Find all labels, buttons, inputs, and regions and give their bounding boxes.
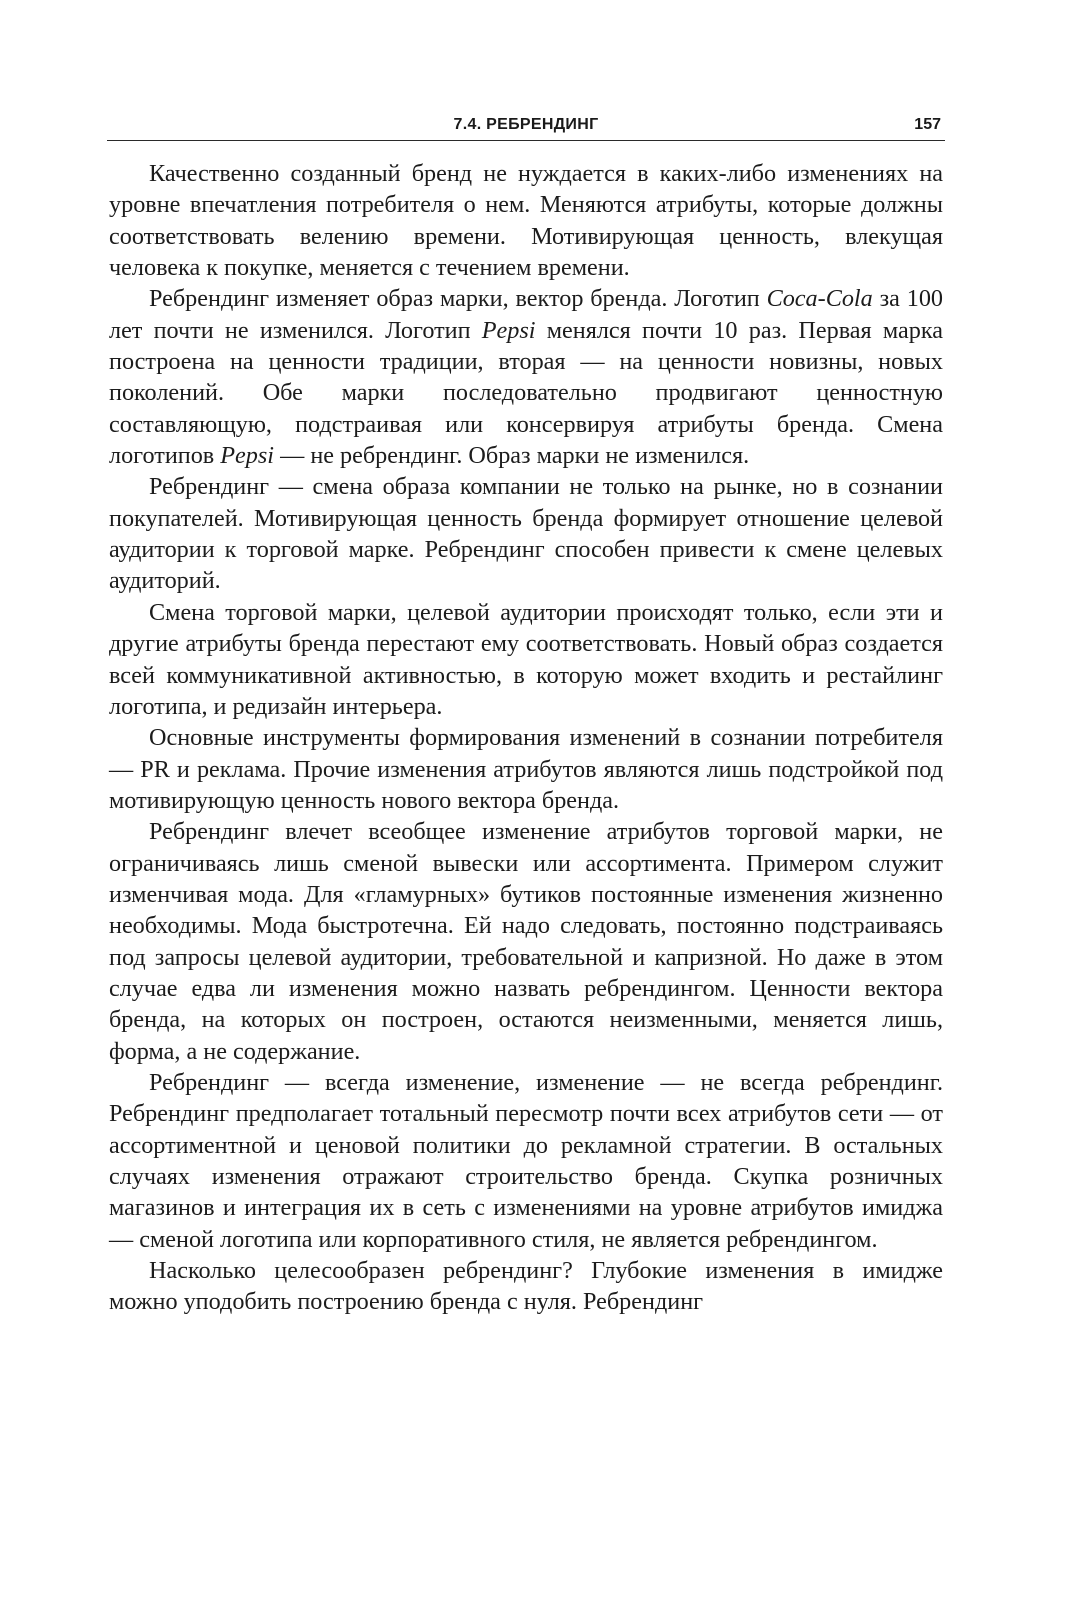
text-run: Ребрендинг влечет всеобщее изменение атрибутов торговой марки, не ограничиваясь лишь сменой вывески или ассортимента. Примером служит изменчивая мода. Для «гламурных» бутиков постоянные изменения жизненно необходимы. Мода быстротечна. Ей надо следовать, постоянно подстраиваясь под запросы целевой аудитории, требовательной и капризной. Но даже в этом случае едва ли изменения можно назвать ребрендингом. Ценности вектора бренда, на которых он построен, остаются неизменными, меняется лишь, форма, а не содержание. bbox=[109, 818, 943, 1065]
paragraph bbox=[109, 471, 943, 596]
text-run: Ребрендинг — всегда изменение, изменение — не всегда ребрендинг. Ребрендинг предполагает тотальный пересмотр почти всех атрибутов сети — от ассортиментной и ценовой политики до рекламной стратегии. В остальных случаях изменения отражают строительство бренда. Скупка розничных магазинов и интеграция их в сеть с изменениями на уровне атрибутов имиджа — сменой логотипа или корпоративного стиля, не является ребрендингом. bbox=[109, 1068, 943, 1253]
paragraph bbox=[109, 597, 943, 722]
paragraph bbox=[109, 722, 943, 816]
text-run: Качественно созданный бренд не нуждается в каких-либо изменениях на уровне впечатления потребителя о нем. Меняются атрибуты, которые должны соответствовать велению времени. Мотивирующая ценность, влекущая человека к покупке, меняется с течением времени. bbox=[109, 160, 943, 282]
text-run: Насколько целесообразен ребрендинг? Глубокие изменения в имидже можно уподобить построению бренда с нуля. Ребрендинг bbox=[109, 1257, 943, 1316]
brand-name-italic: Coca-Cola bbox=[766, 285, 873, 313]
text-run: Ребрендинг изменяет образ марки, вектор бренда. Логотип bbox=[149, 285, 767, 313]
text-run: Ребрендинг — смена образа компании не только на рынке, но в сознании покупателей. Мотивирующая ценность бренда формирует отношение целевой аудитории к торговой марке. Ребрендинг способен привести к смене целевых аудиторий. bbox=[109, 473, 943, 595]
paragraph bbox=[109, 283, 943, 471]
page-number: 157 bbox=[914, 116, 941, 133]
body-text bbox=[109, 158, 943, 1318]
paragraph bbox=[109, 1067, 943, 1255]
text-run: — не ребрендинг. Образ марки не изменился. bbox=[274, 442, 750, 470]
paragraph bbox=[109, 816, 943, 1067]
text-run: менялся почти 10 раз. Первая марка построена на ценности традиции, вторая — на ценности новизны, новых поколений. Обе марки последовательно продвигают ценностную составляющую, подстраивая или консервируя атрибуты бренда. Смена логотипов bbox=[109, 316, 943, 470]
text-run: Основные инструменты формирования изменений в сознании потребителя — PR и реклама. Прочие изменения атрибутов являются лишь подстройкой под мотивирующую ценность нового вектора бренда. bbox=[109, 724, 943, 814]
paragraph bbox=[109, 158, 943, 283]
text-run: за 100 лет почти не изменился. Логотип bbox=[109, 285, 944, 344]
brand-name-italic: Pepsi bbox=[220, 442, 275, 470]
running-head bbox=[107, 110, 945, 141]
brand-name-italic: Pepsi bbox=[481, 316, 536, 344]
text-run: Смена торговой марки, целевой аудитории происходят только, если эти и другие атрибуты бренда перестают ему соответствовать. Новый образ создается всей коммуникативной активностью, в которую может входить и рестайлинг логотипа, и редизайн интерьера. bbox=[109, 598, 943, 720]
section-title: 7.4. РЕБРЕНДИНГ bbox=[453, 116, 599, 133]
paragraph bbox=[109, 1255, 943, 1318]
